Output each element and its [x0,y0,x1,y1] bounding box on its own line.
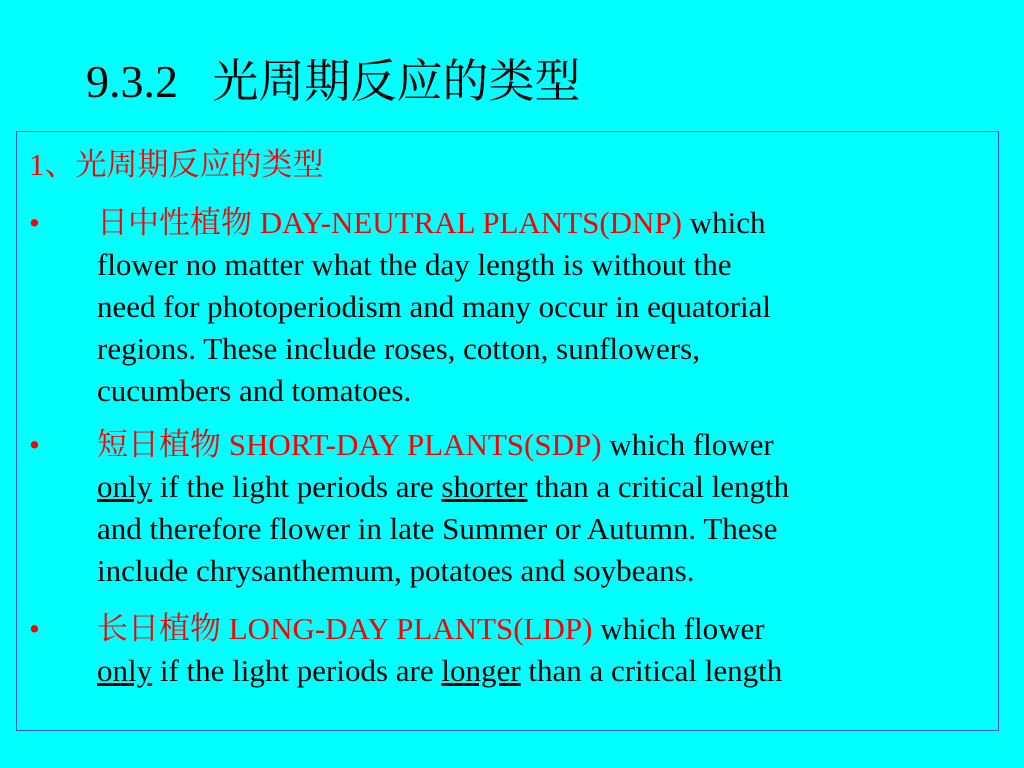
sdp-shorter: shorter [441,469,528,504]
dnp-en-term: DAY-NEUTRAL PLANTS(DNP) [259,205,682,240]
sdp-text [97,424,987,592]
ldp-text [97,608,987,692]
dnp-line-1: 日中性植物 DAY-NEUTRAL PLANTS(DNP) which [97,205,766,240]
dnp-line-3: need for photoperiodism and many occur in equatorial [97,289,772,324]
dnp-text [97,202,987,412]
bullet-icon: • [29,205,40,240]
ldp-longer: longer [441,653,521,688]
dnp-line-5: cucumbers and tomatoes. [97,373,412,408]
ldp-only: only [97,653,153,688]
ldp-line-1: 长日植物 LONG-DAY PLANTS(LDP) which flower [97,611,765,646]
dnp-line-4: regions. These include roses, cotton, sunflowers, [97,331,700,366]
sdp-en-term: SHORT-DAY PLANTS(SDP) [228,427,602,462]
ldp-en-term: LONG-DAY PLANTS(LDP) [228,611,593,646]
bullet-icon: • [29,427,40,462]
slide-title: 9.3.2 光周期反应的类型 [86,56,581,107]
sdp-cn-term: 短日植物 [97,427,221,462]
sdp-line-2: only if the light periods are shorter than a critical length [97,469,790,504]
dnp-line-2: flower no matter what the day length is without the [97,247,732,282]
content-box [16,131,999,731]
ldp-line-2: only if the light periods are longer than a critical length [97,653,783,688]
dnp-cn-term: 日中性植物 [97,205,252,240]
sdp-line-4: include chrysanthemum, potatoes and soybeans. [97,553,695,588]
sdp-line-3: and therefore flower in late Summer or Autumn. These [97,511,778,546]
section-heading: 1、光周期反应的类型 [29,147,324,182]
bullet-icon: • [29,611,40,646]
sdp-only: only [97,469,153,504]
ldp-cn-term: 长日植物 [97,611,221,646]
sdp-line-1: 短日植物 SHORT-DAY PLANTS(SDP) which flower [97,427,774,462]
